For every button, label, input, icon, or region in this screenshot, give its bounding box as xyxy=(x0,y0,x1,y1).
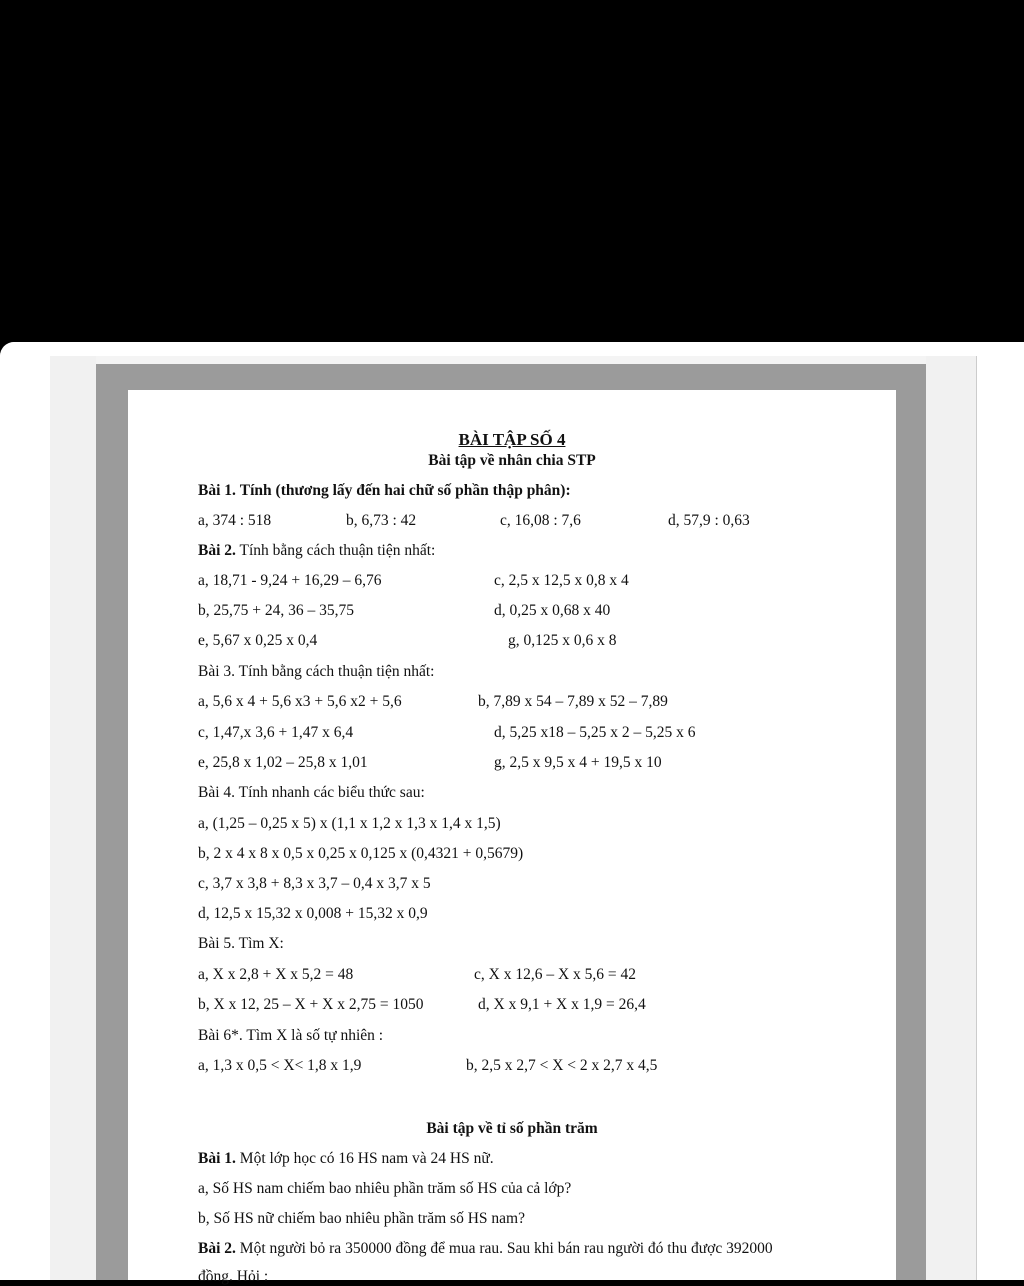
bai3-item-e: e, 25,8 x 1,02 – 25,8 x 1,01 xyxy=(198,754,368,771)
bai2-item-a: a, 18,71 - 9,24 + 16,29 – 6,76 xyxy=(198,572,382,589)
bai4-item-a: a, (1,25 – 0,25 x 5) x (1,1 x 1,2 x 1,3 x 1,4 x 1,5) xyxy=(198,815,501,832)
p2-bai1-label: Bài 1. xyxy=(198,1150,236,1167)
bai3-item-g: g, 2,5 x 9,5 x 4 + 19,5 x 10 xyxy=(494,754,662,771)
bai2-item-g: g, 0,125 x 0,6 x 8 xyxy=(508,632,617,649)
bai1-heading xyxy=(198,482,571,500)
section2-title: Bài tập về tỉ số phần trăm xyxy=(426,1120,598,1137)
top-black-area xyxy=(0,0,1024,342)
document-title: BÀI TẬP SỐ 4 xyxy=(458,430,566,449)
bai4-heading: Bài 4. Tính nhanh các biểu thức sau: xyxy=(198,784,425,801)
bai2-heading xyxy=(198,542,435,560)
bai1-item-a: a, 374 : 518 xyxy=(198,512,272,529)
viewer-left-gutter xyxy=(50,356,96,1280)
p2-bai2-text: Một người bỏ ra 350000 đồng để mua rau. Sau khi bán rau người đó thu được 392000 xyxy=(239,1240,773,1257)
bai6-heading: Bài 6*. Tìm X là số tự nhiên : xyxy=(198,1027,384,1044)
bai2-label: Bài 2. xyxy=(198,542,236,559)
bai3-item-c: c, 1,47,x 3,6 + 1,47 x 6,4 xyxy=(198,724,354,741)
bai4-item-b: b, 2 x 4 x 8 x 0,5 x 0,25 x 0,125 x (0,4321 + 0,5679) xyxy=(198,845,524,862)
p2-bai2-heading xyxy=(198,1240,773,1258)
bai3-heading: Bài 3. Tính bằng cách thuận tiện nhất: xyxy=(198,663,435,680)
viewer-top-edge xyxy=(0,342,1024,356)
document-subtitle: Bài tập về nhân chia STP xyxy=(428,452,596,469)
bai1-item-d: d, 57,9 : 0,63 xyxy=(668,512,750,529)
p2-bai2-label: Bài 2. xyxy=(198,1240,236,1257)
p2-bai1-item-b: b, Số HS nữ chiếm bao nhiêu phần trăm số HS nam? xyxy=(198,1210,525,1227)
viewer-left-margin xyxy=(0,356,50,1280)
p2-bai2-continuation: đồng. Hỏi : xyxy=(198,1268,269,1285)
bai5-heading: Bài 5. Tìm X: xyxy=(198,935,284,952)
bai5-item-d: d, X x 9,1 + X x 1,9 = 26,4 xyxy=(478,996,646,1013)
bai5-item-b: b, X x 12, 25 – X + X x 2,75 = 1050 xyxy=(198,996,424,1013)
bai1-item-b: b, 6,73 : 42 xyxy=(346,512,417,529)
bai1-item-c: c, 16,08 : 7,6 xyxy=(500,512,581,529)
document-page xyxy=(128,390,896,1285)
bai2-item-e: e, 5,67 x 0,25 x 0,4 xyxy=(198,632,318,649)
bai5-item-a: a, X x 2,8 + X x 5,2 = 48 xyxy=(198,966,354,983)
p2-bai1-text: Một lớp học có 16 HS nam và 24 HS nữ. xyxy=(239,1150,494,1167)
bai2-item-c: c, 2,5 x 12,5 x 0,8 x 4 xyxy=(494,572,629,589)
bai2-item-b: b, 25,75 + 24, 36 – 35,75 xyxy=(198,602,354,619)
viewer-right-gutter xyxy=(926,356,976,1280)
bai4-item-c: c, 3,7 x 3,8 + 8,3 x 3,7 – 0,4 x 3,7 x 5 xyxy=(198,875,431,892)
bai3-item-a: a, 5,6 x 4 + 5,6 x3 + 5,6 x2 + 5,6 xyxy=(198,693,402,710)
p2-bai1-heading xyxy=(198,1150,494,1168)
bai6-item-a: a, 1,3 x 0,5 < X< 1,8 x 1,9 xyxy=(198,1057,362,1074)
bai2-text: Tính bằng cách thuận tiện nhất: xyxy=(239,542,436,559)
bai5-item-c: c, X x 12,6 – X x 5,6 = 42 xyxy=(474,966,637,983)
bai3-item-d: d, 5,25 x18 – 5,25 x 2 – 5,25 x 6 xyxy=(494,724,696,741)
bai3-item-b: b, 7,89 x 54 – 7,89 x 52 – 7,89 xyxy=(478,693,668,710)
bai1-text: Tính (thương lấy đến hai chữ số phần thập phân): xyxy=(239,482,571,499)
p2-bai1-item-a: a, Số HS nam chiếm bao nhiêu phần trăm số HS của cả lớp? xyxy=(198,1180,572,1197)
bai4-item-d: d, 12,5 x 15,32 x 0,008 + 15,32 x 0,9 xyxy=(198,905,428,922)
bai2-item-d: d, 0,25 x 0,68 x 40 xyxy=(494,602,611,619)
bai6-item-b: b, 2,5 x 2,7 < X < 2 x 2,7 x 4,5 xyxy=(466,1057,658,1074)
bai1-label: Bài 1. xyxy=(198,482,236,499)
next-page-edge xyxy=(976,356,1024,1280)
